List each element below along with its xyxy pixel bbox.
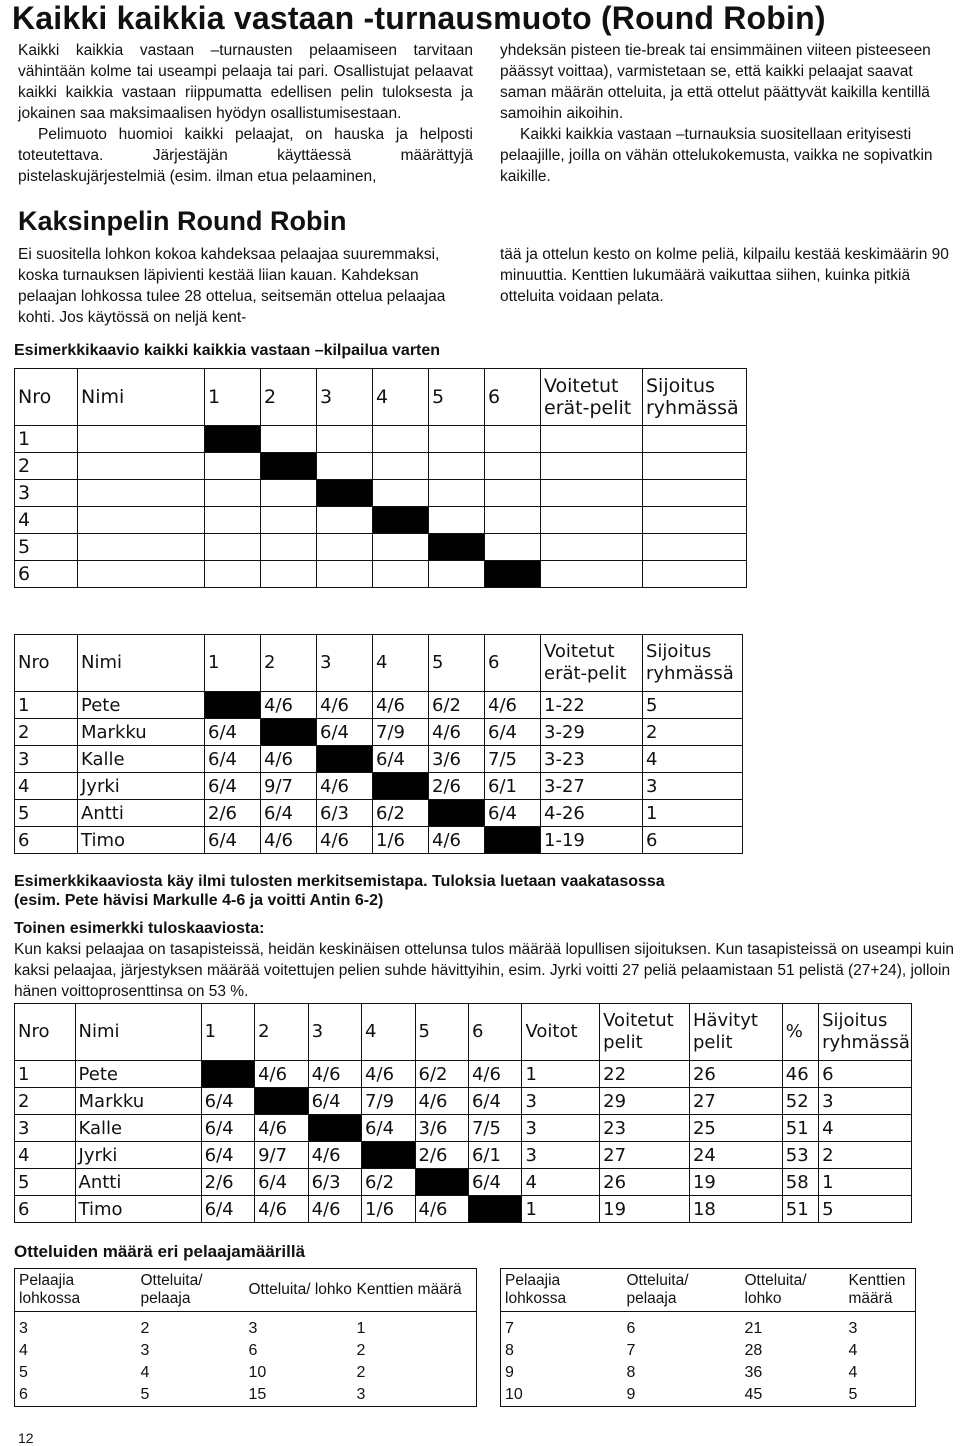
match-result: 6/4: [468, 1088, 521, 1115]
match-result: 4/6: [415, 1088, 468, 1115]
header-cell: Otteluita/ pelaaja: [626, 1272, 689, 1307]
header-cell: Otteluita/ pelaaja: [140, 1272, 203, 1307]
match-result: 6/4: [205, 719, 261, 746]
group-rank: 4: [643, 746, 743, 773]
blocked-cell: [415, 1169, 468, 1196]
header-cell: 1: [205, 635, 261, 692]
matches-cell: 5: [848, 1386, 858, 1403]
table-row: [15, 453, 747, 480]
group-rank: 3: [819, 1088, 912, 1115]
matches-cell: 6: [19, 1386, 28, 1403]
match-result: 4/6: [317, 827, 373, 854]
header-cell: Pelaajia lohkossa: [505, 1272, 567, 1307]
match-result: 1/6: [373, 827, 429, 854]
matches-cell: 5: [19, 1364, 28, 1381]
matches-table-left: [14, 1268, 477, 1407]
match-result: 6/4: [205, 746, 261, 773]
matches-cell: 2: [140, 1320, 150, 1337]
section-left-column: [18, 244, 473, 328]
empty-result-grid: [14, 368, 747, 588]
match-result: 6/4: [201, 1196, 254, 1223]
match-result: 6/4: [362, 1115, 415, 1142]
matches-cell: 5: [140, 1386, 150, 1403]
row-number: 5: [15, 800, 78, 827]
matches-cell: 4: [848, 1342, 858, 1359]
group-rank: 4: [819, 1115, 912, 1142]
matches-body: [501, 1312, 916, 1407]
group-rank: 1: [819, 1169, 912, 1196]
matches-cell: 2: [356, 1364, 366, 1381]
match-result: 7/5: [485, 746, 541, 773]
match-result: 4/6: [485, 692, 541, 719]
header-cell: 1: [205, 369, 261, 426]
row-number: 3: [15, 746, 78, 773]
table-row: [15, 1312, 477, 1341]
table-row: [501, 1312, 916, 1341]
table-row: [15, 827, 743, 854]
header-cell: Voitot: [522, 1004, 600, 1061]
games-won: 27: [600, 1142, 690, 1169]
matches-cell: 2: [356, 1342, 366, 1359]
wins: 1: [522, 1061, 600, 1088]
row-number: 5: [15, 534, 78, 561]
table-row: [15, 719, 743, 746]
row-number: 2: [15, 453, 78, 480]
second-example-text: Kun kaksi pelaajaa on tasapisteissä, heidän keskinäisen ottelunsa tulos määrää lopullisen sijoituksen. Kun tasapisteissä on useampi kuin kaksi pelaajaa, järjestyksen määrää voitettujen pelien suhde hävittyihin, esim. Jyrki voitti 27 peliä pelaamistaan 51 pelistä (27+24), jolloin hänen voittoprosenttinsa on 53 %.: [14, 941, 955, 1000]
games-lost: 26: [689, 1061, 782, 1088]
table-row: [15, 773, 743, 800]
header-cell: Sijoitus ryhmässä: [819, 1004, 912, 1061]
match-result: 4/6: [308, 1142, 361, 1169]
group-rank: 2: [643, 719, 743, 746]
match-result: 6/3: [317, 800, 373, 827]
header-cell: 6: [485, 369, 541, 426]
header-cell: Kenttien määrä: [848, 1272, 906, 1307]
section-paragraph: tää ja ottelun kesto on kolme peliä, kilpailu kestää keskimäärin 90 minuuttia. Kenttien lukumäärä vaikuttaa siihen, kuinka pitkiä otteluita voidaan pelata.: [500, 246, 949, 305]
header-cell: Sijoitus ryhmässä: [643, 369, 747, 426]
match-result: 6/2: [415, 1061, 468, 1088]
matches-cell: 6: [626, 1320, 636, 1337]
match-result: 4/6: [255, 1115, 308, 1142]
group-rank: 6: [819, 1061, 912, 1088]
matches-cell: 4: [19, 1342, 28, 1359]
result-caption: Esimerkkikaaviosta käy ilmi tulosten merkitsemistapa. Tuloksia luetaan vaakatasossa (esim. Pete hävisi Markulle 4-6 ja voitti Antin 6-2): [14, 873, 665, 909]
wins: 1: [522, 1196, 600, 1223]
header-cell: Nimi: [78, 635, 205, 692]
matches-cell: 3: [140, 1342, 150, 1359]
header-cell: 5: [429, 369, 485, 426]
row-number: 3: [15, 1115, 76, 1142]
games-lost: 19: [689, 1169, 782, 1196]
header-cell: 3: [317, 369, 373, 426]
header-cell: 5: [415, 1004, 468, 1061]
matches-cell: 3: [248, 1320, 258, 1337]
table-row: [15, 1362, 477, 1384]
won-sets-games: 3-23: [541, 746, 643, 773]
row-number: 5: [15, 1169, 76, 1196]
games-won: 19: [600, 1196, 690, 1223]
matches-table-right: [500, 1268, 916, 1407]
section-paragraph: Ei suositella lohkon kokoa kahdeksaa pelaajaa suuremmaksi, koska turnauksen läpivienti kestää liian kauan. Kahdeksan pelaajan lohkossa tulee 28 ottelua, seitsemän ottelua pelaajaa kohti. Jos käytössä on neljä kent-: [18, 246, 446, 326]
table-row: [501, 1384, 916, 1407]
matches-cell: 15: [248, 1386, 267, 1403]
table-row: [15, 1088, 912, 1115]
match-result: 4/6: [308, 1196, 361, 1223]
player-name: Antti: [78, 800, 205, 827]
won-sets-games: 1-22: [541, 692, 643, 719]
blocked-cell: [255, 1088, 308, 1115]
row-number: 6: [15, 827, 78, 854]
match-result: 6/4: [308, 1088, 361, 1115]
matches-cell: 8: [626, 1364, 636, 1381]
header-cell: Kenttien määrä: [356, 1281, 462, 1298]
row-number: 3: [15, 480, 78, 507]
header-cell: Hävityt pelit: [689, 1004, 782, 1061]
win-percentage: 51: [782, 1196, 818, 1223]
table-row: [15, 507, 747, 534]
match-result: 4/6: [415, 1196, 468, 1223]
header-cell: Nro: [15, 635, 78, 692]
player-name: Timo: [75, 1196, 201, 1223]
group-rank: 5: [643, 692, 743, 719]
matches-header-row: [501, 1269, 916, 1312]
row-number: 1: [15, 426, 78, 453]
matches-body: [15, 1312, 477, 1407]
row-number: 4: [15, 1142, 76, 1169]
section-title: Kaksinpelin Round Robin: [18, 206, 347, 236]
match-result: 4/6: [362, 1061, 415, 1088]
section-right-column: [500, 244, 958, 307]
table-row: [15, 1061, 912, 1088]
player-name: Pete: [75, 1061, 201, 1088]
filled-result-grid: [14, 634, 743, 854]
table-row: [15, 800, 743, 827]
row-number: 6: [15, 1196, 76, 1223]
header-cell: 4: [373, 635, 429, 692]
header-cell: 6: [468, 1004, 521, 1061]
match-result: 7/9: [373, 719, 429, 746]
page-number: 12: [18, 1430, 34, 1446]
table-row: [15, 426, 747, 453]
header-cell: 2: [255, 1004, 308, 1061]
header-cell: 3: [317, 635, 373, 692]
match-result: 6/4: [468, 1169, 521, 1196]
player-name: Jyrki: [75, 1142, 201, 1169]
second-example-title: Toinen esimerkki tuloskaaviosta:: [14, 920, 265, 937]
win-percentage: 46: [782, 1061, 818, 1088]
table-row: [15, 534, 747, 561]
match-result: 4/6: [317, 692, 373, 719]
grid-header-row: [15, 635, 743, 692]
group-rank: 3: [643, 773, 743, 800]
player-name: Jyrki: [78, 773, 205, 800]
games-won: 29: [600, 1088, 690, 1115]
matches-cell: 4: [848, 1364, 858, 1381]
games-lost: 25: [689, 1115, 782, 1142]
matches-cell: 8: [505, 1342, 514, 1359]
player-name: Markku: [78, 719, 205, 746]
header-cell: 4: [373, 369, 429, 426]
match-result: 6/1: [468, 1142, 521, 1169]
match-result: 6/4: [201, 1115, 254, 1142]
blocked-cell: [317, 746, 373, 773]
header-cell: Nimi: [75, 1004, 201, 1061]
blocked-cell: [485, 827, 541, 854]
blocked-cell: [205, 692, 261, 719]
match-result: 9/7: [255, 1142, 308, 1169]
table-row: [15, 692, 743, 719]
matches-cell: 9: [505, 1364, 514, 1381]
header-cell: 2: [261, 369, 317, 426]
match-result: 6/1: [485, 773, 541, 800]
player-name: Antti: [75, 1169, 201, 1196]
match-result: 6/4: [255, 1169, 308, 1196]
group-rank: 5: [819, 1196, 912, 1223]
header-cell: Sijoitus ryhmässä: [643, 635, 743, 692]
won-sets-games: 4-26: [541, 800, 643, 827]
wins: 4: [522, 1169, 600, 1196]
match-result: 6/4: [261, 800, 317, 827]
match-result: 9/7: [261, 773, 317, 800]
blocked-cell: [373, 773, 429, 800]
blocked-cell: [308, 1115, 361, 1142]
match-result: 3/6: [415, 1115, 468, 1142]
match-result: 6/4: [201, 1088, 254, 1115]
table-row: [15, 1142, 912, 1169]
match-result: 6/4: [201, 1142, 254, 1169]
table-row: [15, 1169, 912, 1196]
grid-header-row: [15, 1004, 912, 1061]
table-row: [501, 1340, 916, 1362]
matches-cell: 10: [248, 1364, 267, 1381]
match-result: 4/6: [308, 1061, 361, 1088]
won-sets-games: 3-29: [541, 719, 643, 746]
match-result: 3/6: [429, 746, 485, 773]
blocked-cell: [429, 800, 485, 827]
matches-cell: 3: [848, 1320, 858, 1337]
header-cell: Otteluita/ lohko: [248, 1281, 352, 1298]
match-result: 4/6: [261, 746, 317, 773]
matches-cell: 36: [744, 1364, 763, 1381]
matches-cell: 21: [744, 1320, 763, 1337]
win-percentage: 58: [782, 1169, 818, 1196]
header-cell: 5: [429, 635, 485, 692]
player-name: Kalle: [78, 746, 205, 773]
row-number: 1: [15, 692, 78, 719]
row-number: 4: [15, 773, 78, 800]
matches-title: Otteluiden määrä eri pelaajamäärillä: [14, 1242, 306, 1261]
intro-paragraph: Kaikki kaikkia vastaan –turnausten pelaamiseen tarvitaan vähintään kolme tai useampi pelaaja tai pari. Osallistujat pelaavat kaikki kaikkia vastaan riippumatta edellisen pelin tuloksesta ja jokainen saa maksimaalisen hyödyn osallistumisestaan.: [18, 42, 473, 122]
win-percentage: 53: [782, 1142, 818, 1169]
header-cell: Nro: [15, 369, 78, 426]
table-row: [15, 1196, 912, 1223]
group-rank: 1: [643, 800, 743, 827]
table-row: [15, 561, 747, 588]
won-sets-games: 3-27: [541, 773, 643, 800]
header-cell: 4: [362, 1004, 415, 1061]
match-result: 2/6: [205, 800, 261, 827]
blocked-cell: [468, 1196, 521, 1223]
header-cell: Nimi: [78, 369, 205, 426]
header-cell: 3: [308, 1004, 361, 1061]
games-lost: 24: [689, 1142, 782, 1169]
row-number: 2: [15, 1088, 76, 1115]
intro-paragraph: yhdeksän pisteen tie-break tai ensimmäinen viiteen pisteeseen päässyt voittaa), varmistetaan se, että kaikki pelaajat saavat saman määrän otteluita, ja että ottelut päättyvät kaikilla kentillä samoihin aikoihin.: [500, 42, 931, 122]
wins: 3: [522, 1088, 600, 1115]
matches-cell: 10: [505, 1386, 523, 1403]
matches-cell: 45: [744, 1386, 763, 1403]
player-name: Markku: [75, 1088, 201, 1115]
header-cell: Voitetut pelit: [600, 1004, 690, 1061]
match-result: 6/4: [205, 773, 261, 800]
match-result: 4/6: [255, 1196, 308, 1223]
grid-body: [15, 692, 743, 854]
row-number: 6: [15, 561, 78, 588]
header-cell: %: [782, 1004, 818, 1061]
match-result: 1/6: [362, 1196, 415, 1223]
match-result: 4/6: [261, 692, 317, 719]
games-lost: 18: [689, 1196, 782, 1223]
games-won: 22: [600, 1061, 690, 1088]
match-result: 6/3: [308, 1169, 361, 1196]
matches-cell: 28: [744, 1342, 763, 1359]
player-name: Timo: [78, 827, 205, 854]
header-cell: Otteluita/ lohko: [744, 1272, 807, 1307]
match-result: 6/4: [373, 746, 429, 773]
row-number: 4: [15, 507, 78, 534]
games-won: 26: [600, 1169, 690, 1196]
table-row: [15, 1384, 477, 1407]
matches-cell: 3: [356, 1386, 366, 1403]
group-rank: 6: [643, 827, 743, 854]
table-row: [15, 746, 743, 773]
match-result: 6/4: [205, 827, 261, 854]
wins: 3: [522, 1115, 600, 1142]
table-row: [15, 1340, 477, 1362]
intro-right-column: [500, 40, 958, 187]
games-won: 23: [600, 1115, 690, 1142]
blocked-cell: [362, 1142, 415, 1169]
intro-left-column: [18, 40, 473, 187]
win-percentage: 52: [782, 1088, 818, 1115]
player-name: Pete: [78, 692, 205, 719]
match-result: 6/2: [362, 1169, 415, 1196]
match-result: 6/4: [485, 719, 541, 746]
won-sets-games: 1-19: [541, 827, 643, 854]
intro-paragraph: Pelimuoto huomioi kaikki pelaajat, on hauska ja helposti toteutettava. Järjestäjän käyttäessä määrättyjä pistelaskujärjestelmiä (esim. ilman etua pelaaminen,: [18, 126, 473, 185]
page-title: Kaikki kaikkia vastaan -turnausmuoto (Round Robin): [12, 0, 826, 36]
match-result: 4/6: [429, 827, 485, 854]
header-cell: 2: [261, 635, 317, 692]
matches-cell: 6: [248, 1342, 258, 1359]
table-row: [15, 480, 747, 507]
wins: 3: [522, 1142, 600, 1169]
header-cell: Nro: [15, 1004, 76, 1061]
match-result: 6/4: [485, 800, 541, 827]
match-result: 2/6: [201, 1169, 254, 1196]
grid-header-row: [15, 369, 747, 426]
row-number: 1: [15, 1061, 76, 1088]
match-result: 7/9: [362, 1088, 415, 1115]
matches-cell: 3: [19, 1320, 28, 1337]
intro-paragraph: Kaikki kaikkia vastaan –turnauksia suositellaan erityisesti pelaajille, joilla on vähän ottelukokemusta, vaikka ne sopivatkin kaikille.: [500, 126, 933, 185]
match-result: 6/2: [373, 800, 429, 827]
match-result: 4/6: [317, 773, 373, 800]
match-result: 6/2: [429, 692, 485, 719]
matches-cell: 1: [356, 1320, 366, 1337]
match-result: 4/6: [261, 827, 317, 854]
match-result: 4/6: [373, 692, 429, 719]
match-result: 2/6: [429, 773, 485, 800]
match-result: 4/6: [468, 1061, 521, 1088]
match-result: 4/6: [429, 719, 485, 746]
player-name: Kalle: [75, 1115, 201, 1142]
games-lost: 27: [689, 1088, 782, 1115]
row-number: 2: [15, 719, 78, 746]
matches-cell: 4: [140, 1364, 150, 1381]
matches-cell: 9: [626, 1386, 636, 1403]
percentage-result-grid: [14, 1003, 912, 1223]
win-percentage: 51: [782, 1115, 818, 1142]
matches-header-row: [15, 1269, 477, 1312]
table-row: [501, 1362, 916, 1384]
matches-cell: 7: [505, 1320, 514, 1337]
match-result: 4/6: [255, 1061, 308, 1088]
grid-body: [15, 1061, 912, 1223]
match-result: 6/4: [317, 719, 373, 746]
header-cell: Voitetut erät-pelit: [541, 635, 643, 692]
header-cell: 1: [201, 1004, 254, 1061]
group-rank: 2: [819, 1142, 912, 1169]
blocked-cell: [261, 719, 317, 746]
chart1-caption: Esimerkkikaavio kaikki kaikkia vastaan –kilpailua varten: [14, 342, 441, 359]
header-cell: Pelaajia lohkossa: [19, 1272, 81, 1307]
blocked-cell: [201, 1061, 254, 1088]
matches-cell: 7: [626, 1342, 636, 1359]
header-cell: Voitetut erät-pelit: [541, 369, 643, 426]
match-result: 2/6: [415, 1142, 468, 1169]
match-result: 7/5: [468, 1115, 521, 1142]
table-row: [15, 1115, 912, 1142]
header-cell: 6: [485, 635, 541, 692]
